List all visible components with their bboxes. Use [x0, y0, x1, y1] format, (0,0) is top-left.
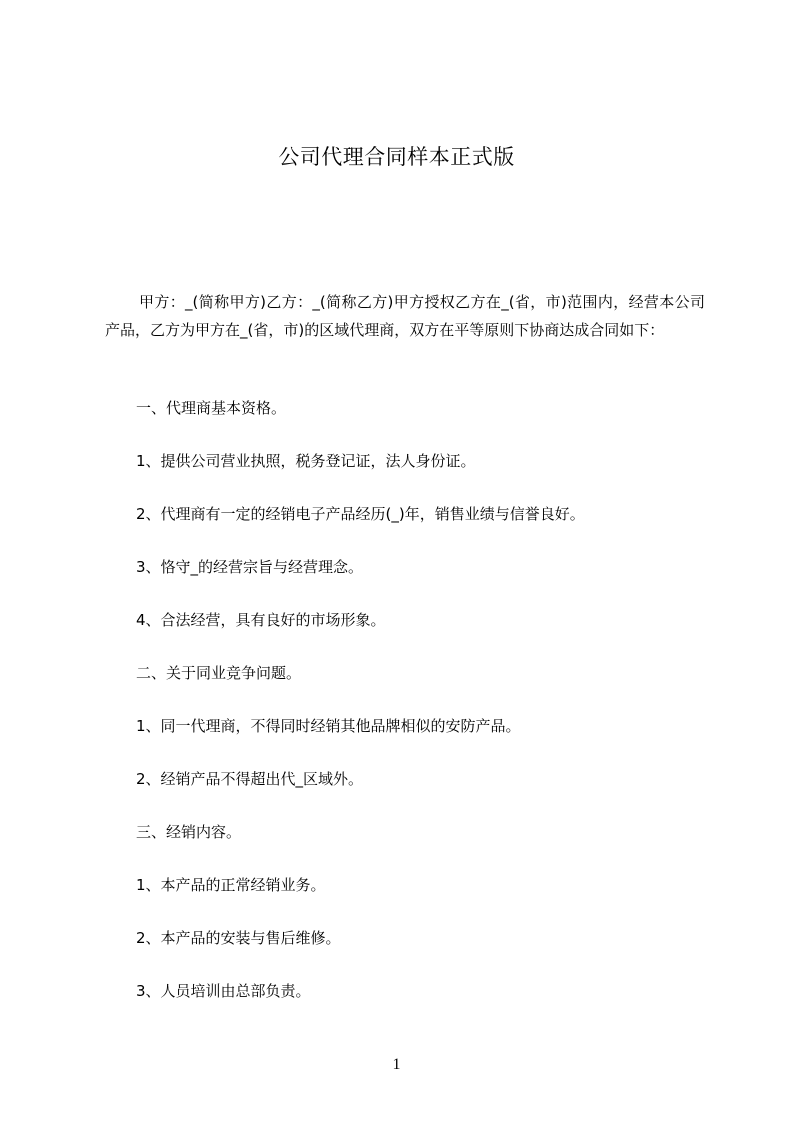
page-number: 1 [392, 1056, 401, 1073]
document-title: 公司代理合同样本正式版 [278, 145, 515, 169]
section-heading-1: 一、代理商基本资格。 [136, 399, 287, 417]
clause-paragraph: 2、经销产品不得超出代_区域外。 [136, 770, 364, 788]
clause-paragraph: 3、人员培训由总部负责。 [136, 982, 311, 1000]
clause-paragraph: 3、恪守_的经营宗旨与经营理念。 [136, 558, 364, 576]
clause-paragraph: 2、代理商有一定的经销电子产品经历(_)年，销售业绩与信誉良好。 [136, 505, 585, 523]
section-heading-2: 二、关于同业竞争问题。 [136, 664, 302, 682]
clause-paragraph: 1、本产品的正常经销业务。 [136, 876, 326, 894]
clause-paragraph: 1、提供公司营业执照，税务登记证，法人身份证。 [136, 452, 476, 470]
clause-paragraph: 4、合法经营，具有良好的市场形象。 [136, 611, 386, 629]
intro-paragraph: 甲方：_(简称甲方)乙方：_(简称乙方)甲方授权乙方在_(省，市)范围内，经营本公司产品，乙方为甲方在_(省，市)的区域代理商，双方在平等原则下协商达成合同如下： [105, 293, 705, 339]
clause-paragraph: 2、本产品的安装与售后维修。 [136, 929, 341, 947]
section-heading-3: 三、经销内容。 [136, 823, 242, 841]
clause-paragraph: 1、同一代理商，不得同时经销其他品牌相似的安防产品。 [136, 717, 521, 735]
